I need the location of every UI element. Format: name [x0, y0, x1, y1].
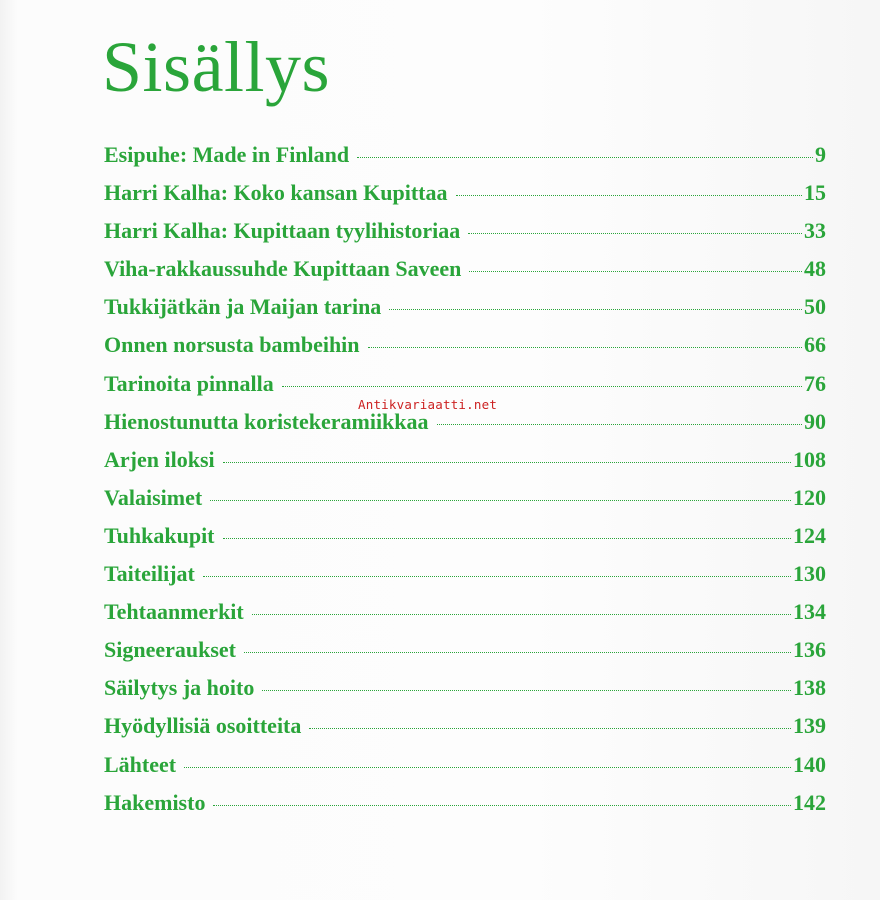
- toc-entry-title: Harri Kalha: Koko kansan Kupittaa: [104, 180, 448, 206]
- toc-entry-title: Tarinoita pinnalla: [104, 370, 274, 396]
- toc-entry: [104, 409, 826, 447]
- toc-entry-page: 130: [793, 561, 826, 587]
- toc-entry-page: 138: [793, 675, 826, 701]
- dot-leader: [468, 233, 802, 234]
- toc-entry: [104, 599, 826, 637]
- dot-leader: [210, 500, 791, 501]
- dot-leader: [469, 271, 802, 272]
- toc-entry: [104, 675, 826, 713]
- dot-leader: [252, 614, 791, 615]
- toc-entry-title: Arjen iloksi: [104, 446, 215, 472]
- toc-entry: [104, 752, 826, 790]
- toc-entry-title: Hakemisto: [104, 789, 206, 815]
- toc-entry-page: 140: [793, 751, 826, 777]
- toc-entry-title: Tehtaanmerkit: [104, 599, 244, 625]
- dot-leader: [213, 805, 791, 806]
- toc-entry-page: 108: [793, 446, 826, 472]
- page-title: Sisällys: [102, 27, 331, 107]
- watermark-text: Antikvariaatti.net: [358, 397, 498, 412]
- dot-leader: [223, 462, 791, 463]
- toc-entry: [104, 332, 826, 370]
- toc-entry-page: 139: [793, 713, 826, 739]
- toc-entry: [104, 447, 826, 485]
- dot-leader: [437, 424, 802, 425]
- toc-entry-title: Hyödyllisiä osoitteita: [104, 713, 302, 739]
- toc-entry-title: Lähteet: [104, 751, 177, 777]
- dot-leader: [203, 576, 791, 577]
- toc-entry-page: 76: [804, 370, 826, 396]
- toc-entry-title: Tuhkakupit: [104, 522, 215, 548]
- toc-entry-page: 33: [804, 218, 826, 244]
- toc-entry-page: 136: [793, 637, 826, 663]
- toc-entry-title: Taiteilijat: [104, 561, 195, 587]
- dot-leader: [368, 347, 802, 348]
- toc-entry-title: Esipuhe: Made in Finland: [104, 142, 350, 167]
- toc-entry-page: 48: [804, 256, 826, 282]
- toc-entry-page: 50: [804, 294, 826, 320]
- toc-entry-title: Tukkijätkän ja Maijan tarina: [104, 294, 382, 320]
- toc-entry: [104, 713, 826, 751]
- toc-entry-page: 142: [793, 789, 826, 815]
- toc-entry-page: 15: [804, 180, 826, 206]
- toc-entry: [104, 218, 826, 256]
- toc-entry: [104, 637, 826, 675]
- toc-entry-page: 90: [804, 408, 826, 434]
- toc-entry-title: Onnen norsusta bambeihin: [104, 332, 360, 358]
- toc-entry-title: Säilytys ja hoito: [104, 675, 255, 701]
- table-of-contents: [104, 142, 826, 828]
- dot-leader: [357, 157, 813, 158]
- toc-entry: [104, 180, 826, 218]
- dot-leader: [282, 386, 802, 387]
- toc-entry-title: Harri Kalha: Kupittaan tyylihistoriaa: [104, 218, 461, 244]
- dot-leader: [244, 652, 791, 653]
- toc-entry-title: Signeeraukset: [104, 637, 236, 663]
- toc-entry: [104, 790, 826, 828]
- dot-leader: [456, 195, 802, 196]
- toc-entry-title: Valaisimet: [104, 484, 203, 510]
- toc-entry-page: 134: [793, 599, 826, 625]
- dot-leader: [262, 690, 791, 691]
- toc-entry: [104, 294, 826, 332]
- toc-entry-page: 120: [793, 484, 826, 510]
- toc-entry: [104, 485, 826, 523]
- toc-entry: [104, 523, 826, 561]
- toc-entry: [104, 256, 826, 294]
- dot-leader: [184, 767, 791, 768]
- toc-entry: [104, 142, 826, 180]
- dot-leader: [309, 728, 791, 729]
- dot-leader: [223, 538, 791, 539]
- dot-leader: [389, 309, 802, 310]
- toc-entry-page: 9: [815, 142, 826, 167]
- toc-entry-title: Hienostunutta koristekeramiikkaa: [104, 408, 429, 434]
- toc-entry-page: 66: [804, 332, 826, 358]
- toc-entry-page: 124: [793, 522, 826, 548]
- toc-entry-title: Viha-rakkaussuhde Kupittaan Saveen: [104, 256, 462, 282]
- toc-entry: [104, 561, 826, 599]
